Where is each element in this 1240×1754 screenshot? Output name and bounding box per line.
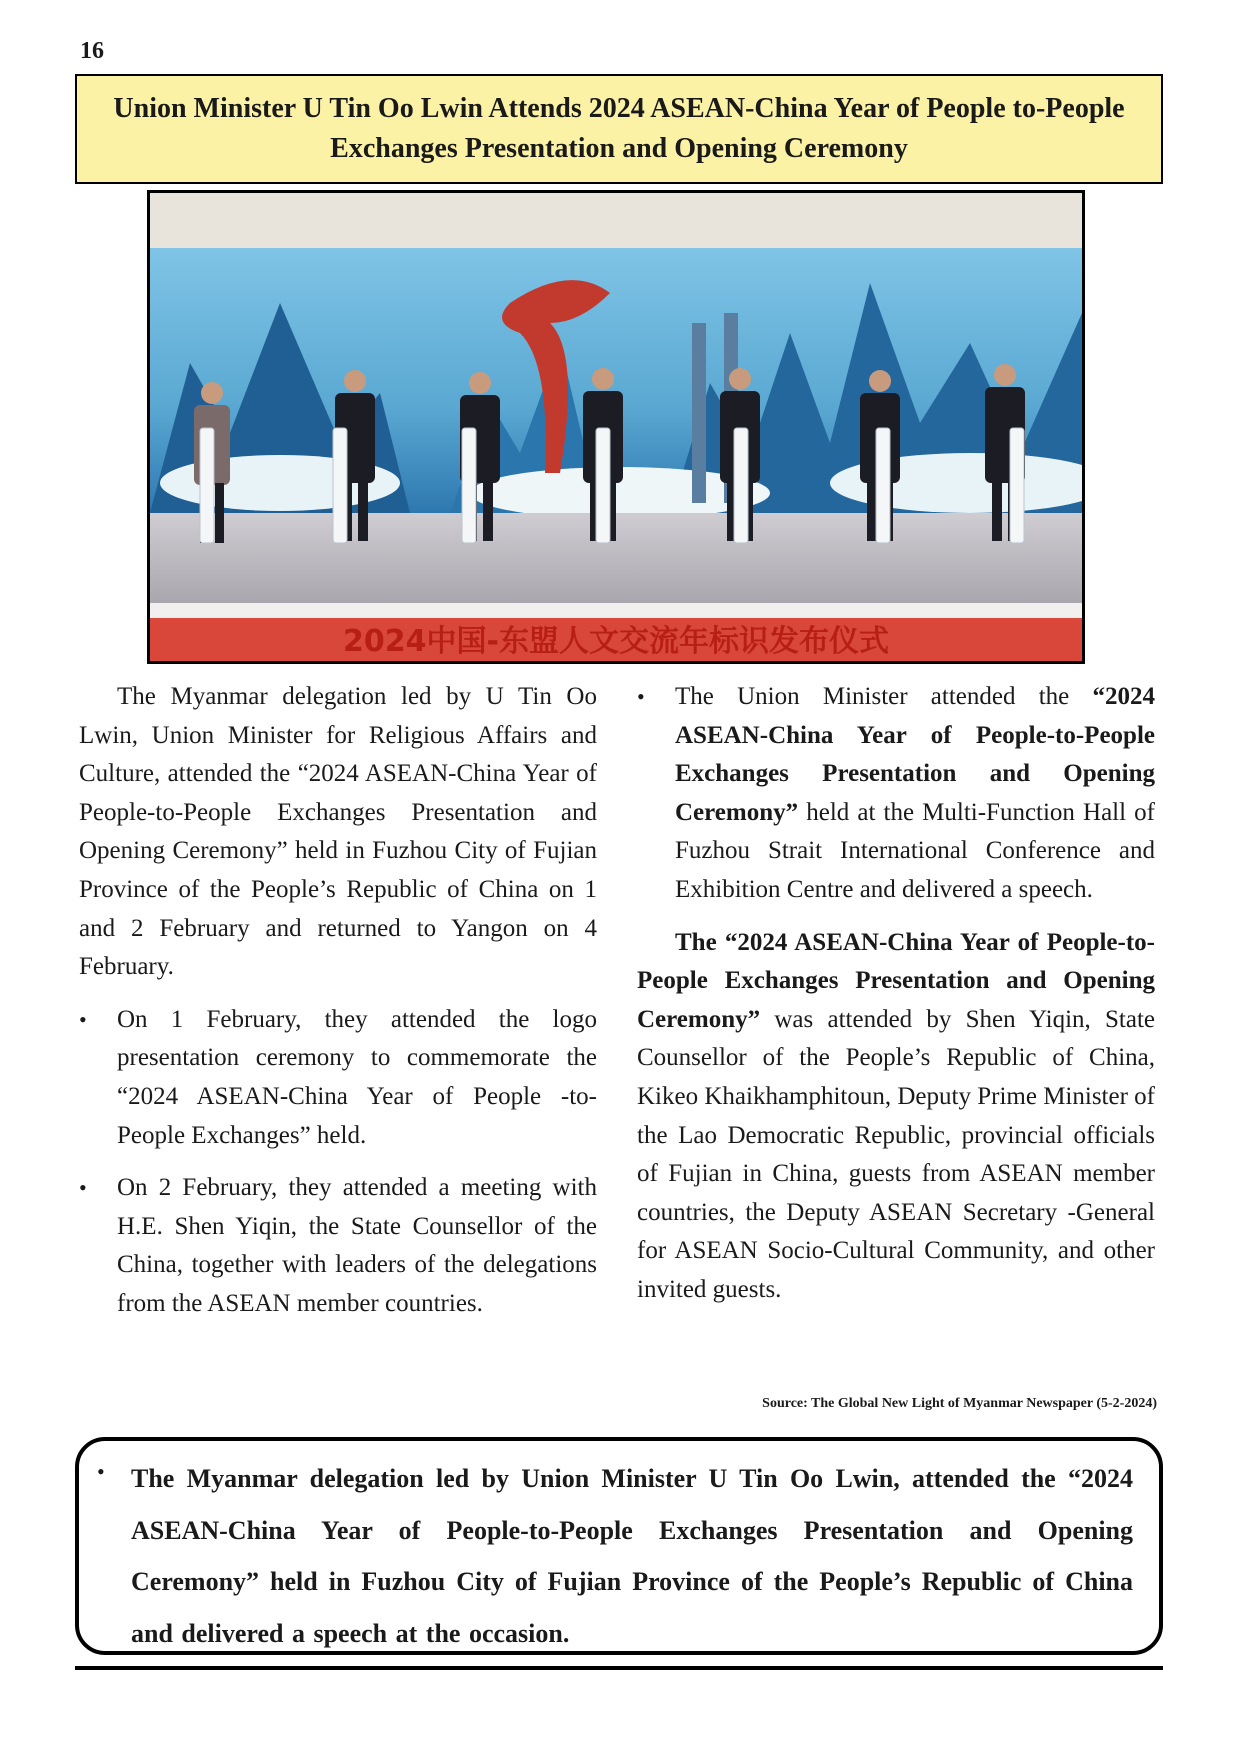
summary-text: The Myanmar delegation led by Union Minister U Tin Oo Lwin, attended the “2024 ASEAN-China Year of People-to-People Exchanges Presentation and Opening Ceremony” held in Fuzhou City of Fujian Province of the People’s Republic of China and delivered a speech at the occasion.	[131, 1464, 1133, 1648]
bullet-text-bold: “2024 ASEAN-China Year of People-to-People Exchanges Presentation and Opening Ceremony”	[675, 683, 1155, 826]
left-column	[79, 678, 597, 1338]
intro-paragraph: The Myanmar delegation led by U Tin Oo Lwin, Union Minister for Religious Affairs and Culture, attended the “2024 ASEAN-China Year of People-to-People Exchanges Presentation and Opening Ceremony” held in Fuzhou City of Fujian Province of the People’s Republic of China on 1 and 2 February and returned to Yangon on 4 February.	[79, 683, 597, 981]
article-title: Union Minister U Tin Oo Lwin Attends 2024 ASEAN-China Year of People to-People Exchanges Presentation and Opening Ceremony	[113, 93, 1125, 164]
list-item	[79, 1169, 597, 1323]
right-bullet-list	[637, 678, 1155, 910]
bullet-icon: •	[79, 1006, 87, 1032]
list-item	[79, 1001, 597, 1155]
left-bullet-list	[79, 1001, 597, 1324]
bullet-text: On 1 February, they attended the logo presentation ceremony to commemorate the “2024 ASEAN-China Year of People -to-People Exchanges” held.	[117, 1005, 597, 1149]
attendance-paragraph-bold: The “2024 ASEAN-China Year of People-to-People Exchanges Presentation and Opening Ceremony”	[637, 928, 1155, 1033]
bullet-icon: •	[637, 684, 645, 709]
article-title-box	[75, 74, 1163, 184]
summary-box	[75, 1437, 1163, 1655]
source-credit: Source: The Global New Light of Myanmar Newspaper (5-2-2024)	[762, 1396, 1157, 1411]
bullet-icon: •	[97, 1459, 105, 1484]
bullet-icon: •	[79, 1175, 87, 1201]
bullet-text: On 2 February, they attended a meeting with H.E. Shen Yiqin, the State Counsellor of the China, together with leaders of the delegations from the ASEAN member countries.	[117, 1174, 597, 1317]
attendance-paragraph	[637, 924, 1155, 1310]
bottom-divider	[75, 1666, 1163, 1670]
right-column	[637, 678, 1155, 1310]
list-item	[637, 678, 1155, 910]
stage-banner-text: 2024中国-东盟人文交流年标识发布仪式	[343, 624, 889, 659]
ceremony-photo	[147, 190, 1085, 664]
attendance-paragraph-rest: was attended by Shen Yiqin, State Counsellor of the People’s Republic of China, Kikeo Khaikhamphitoun, Deputy Prime Minister of the Lao Democratic Republic, provincial officials of Fujian in China, guests from ASEAN member countries, the Deputy ASEAN Secretary -General for ASEAN Socio-Cultural Community, and other invited guests.	[637, 1005, 1155, 1303]
bullet-text-prefix: The Union Minister attended the	[675, 683, 1093, 710]
bullet-text-suffix: held at the Multi-Function Hall of Fuzhou Strait International Conference and Exhibition Centre and delivered a speech.	[675, 798, 1155, 903]
page-number: 16	[80, 38, 104, 64]
